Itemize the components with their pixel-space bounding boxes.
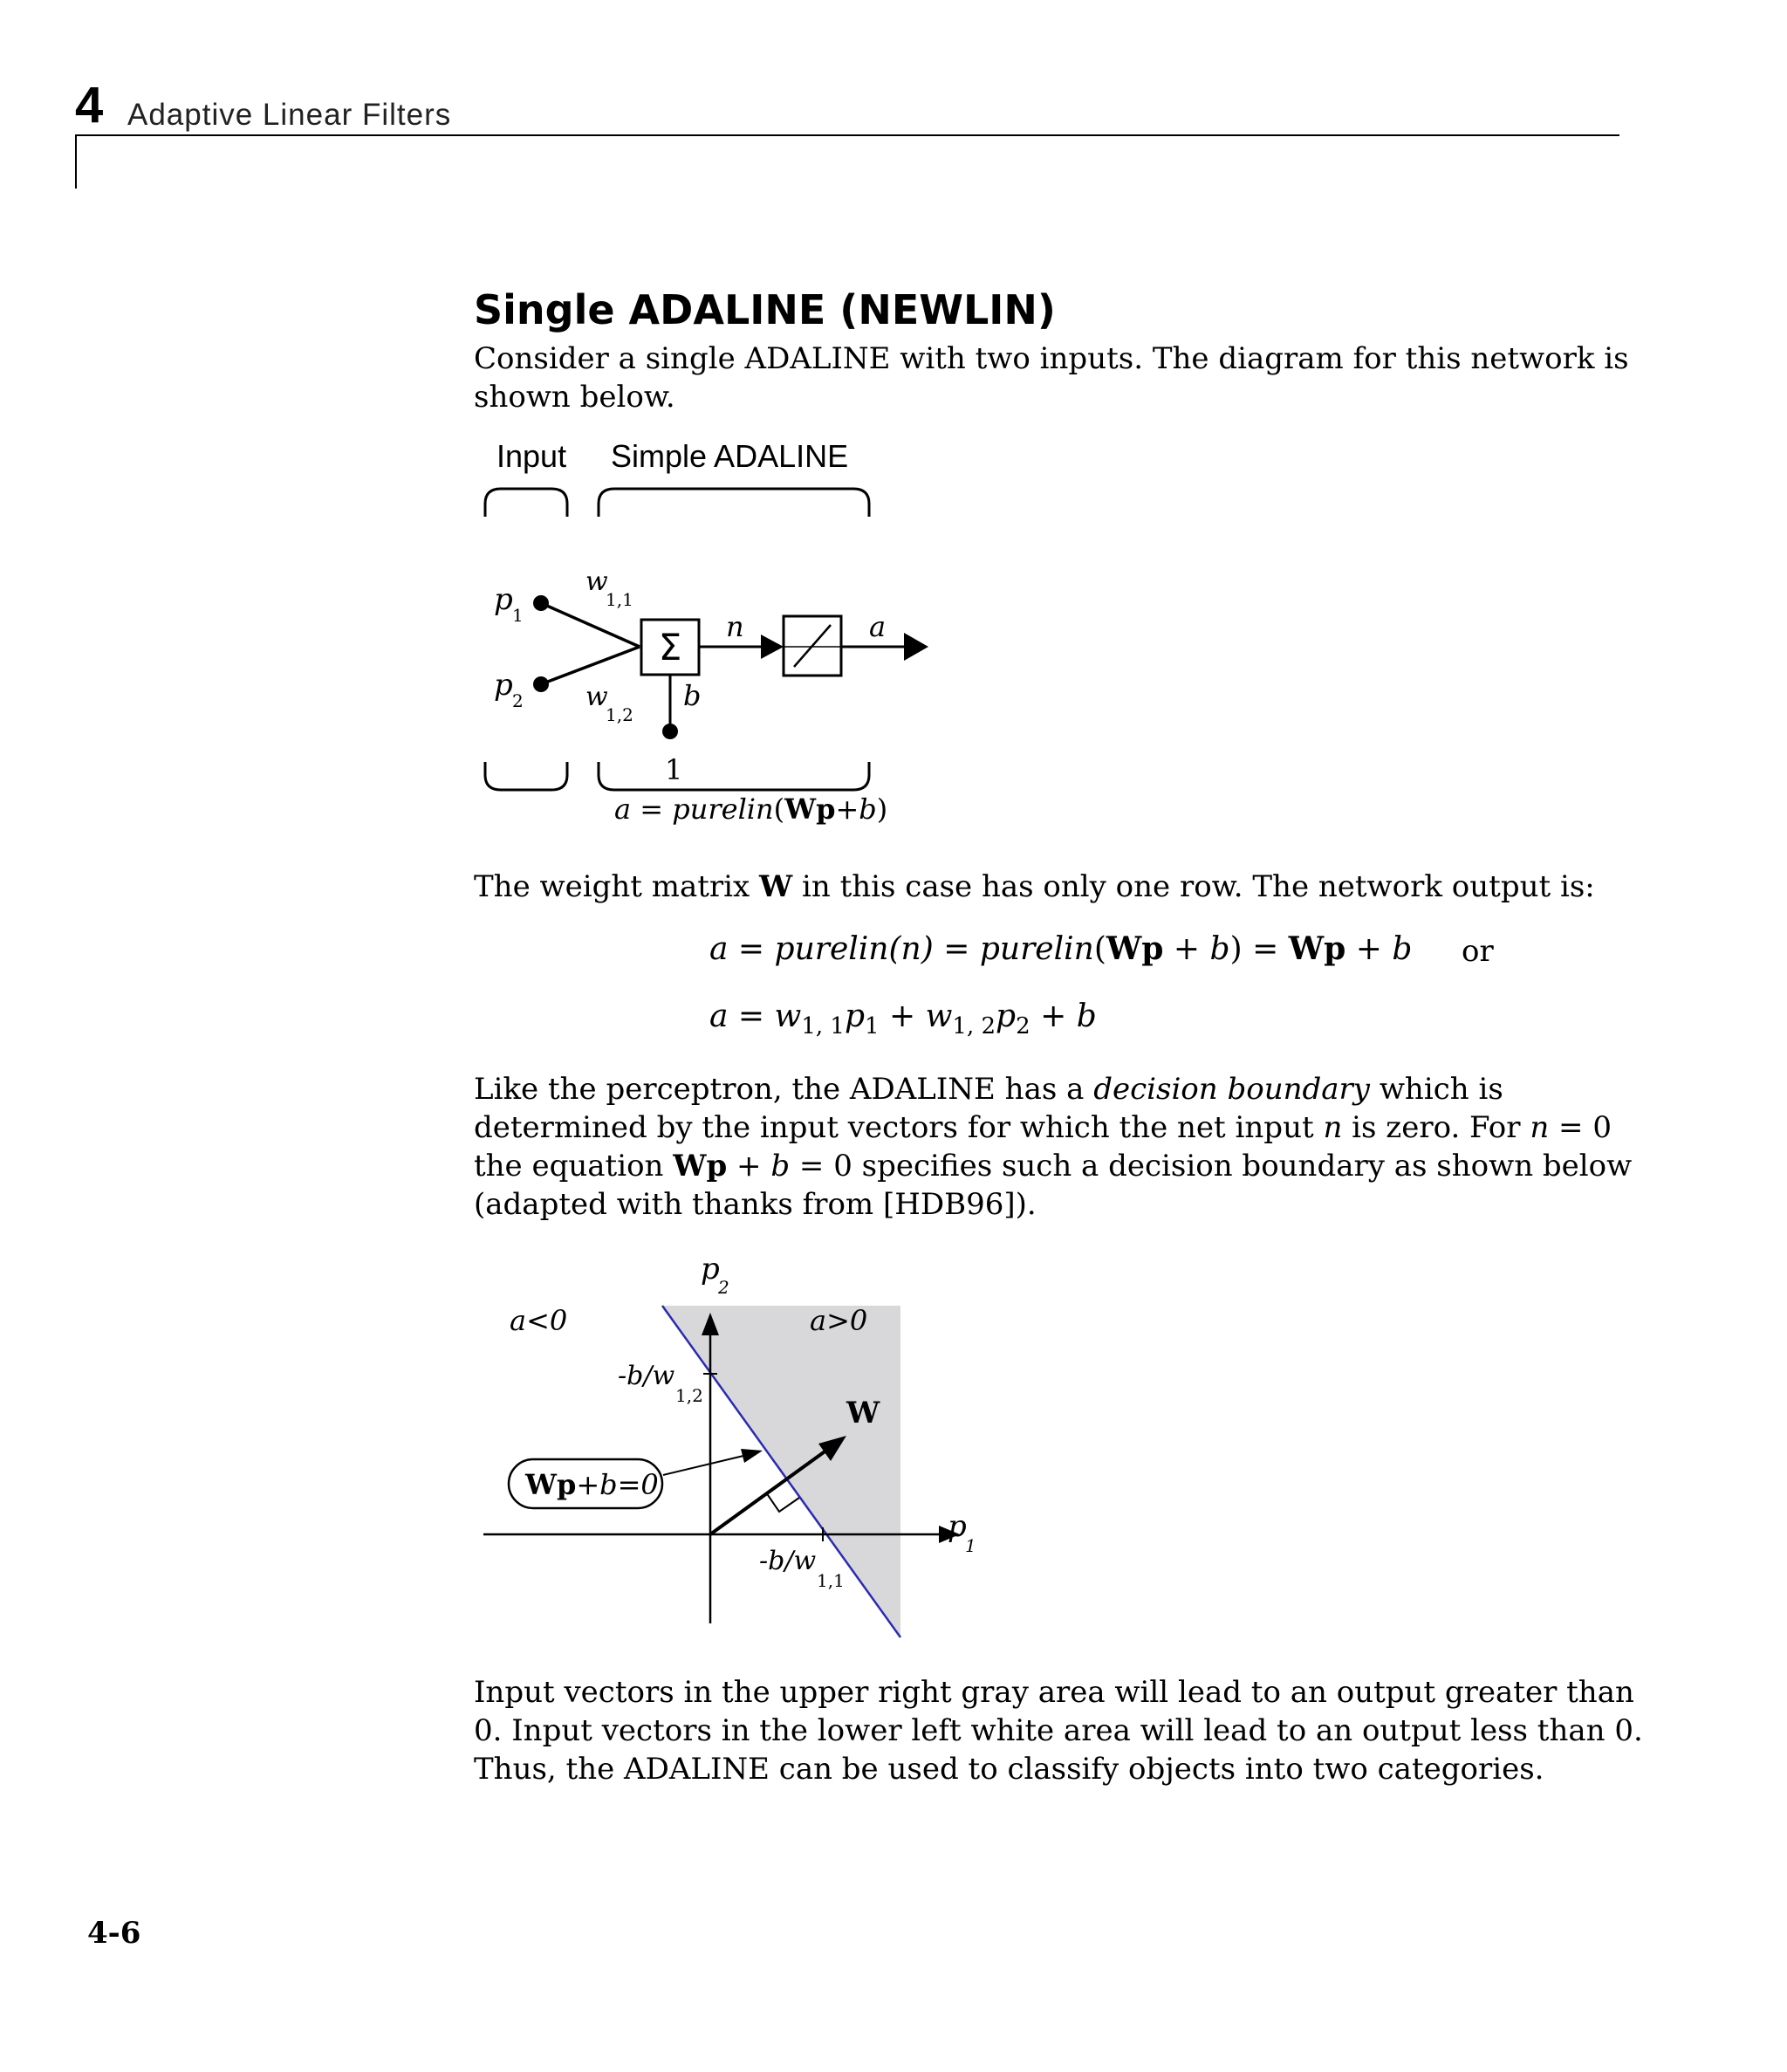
layer-brace-bottom [599,762,869,790]
page-number: 4-6 [87,1916,141,1951]
network-diagram [485,438,928,826]
layer-label: Simple ADALINE [611,438,849,474]
callout-pointer-arrowhead [741,1449,763,1463]
w12-line [541,647,640,684]
p2-axis-label: p [701,1252,720,1286]
weight-vector-label: W [846,1396,880,1431]
p1-axis-sub: 1 [965,1535,976,1556]
w12-sub: 1,2 [606,704,633,725]
boundary-line-3: the equation Wp + b = 0 specifies such a decision boundary as shown below [474,1149,1633,1184]
p2-axis-sub: 2 [718,1277,729,1298]
or-label: or [1462,934,1494,969]
p1-label: p [494,582,513,617]
y-intercept-sub: 1,2 [675,1385,703,1406]
equation-2: $a = w_{1, 1}p_1 + w_{1, 2}p_2 + b$ [709,998,1097,1040]
x-intercept-sub: 1,1 [817,1570,845,1591]
a-label: a [869,610,887,643]
input-brace-top [485,489,567,517]
p1-axis-label: p [948,1509,967,1544]
b-label: b [683,679,702,712]
input-label: Input [496,438,567,474]
conclusion-line-1: Input vectors in the upper right gray area will lead to an output greater than [474,1675,1634,1710]
negative-region-label: a<0 [510,1304,568,1337]
w12-label: w [585,682,608,712]
conclusion-line-2: 0. Input vectors in the lower left white area will lead to an output less than 0. [474,1713,1643,1748]
boundary-paragraph [474,1070,1633,1224]
conclusion-paragraph [474,1673,1643,1788]
boundary-diagram [483,1252,976,1637]
intro-line-1: Consider a single ADALINE with two inputs. The diagram for this network is [474,341,1629,376]
input-brace-bottom [485,762,567,790]
chapter-number: 4 [75,77,104,134]
callout-pointer-line [663,1456,743,1475]
chapter-title: Adaptive Linear Filters [127,98,452,132]
bias-input-label: 1 [665,753,683,786]
bias-node [662,724,678,739]
n-arrowhead [761,635,784,659]
equation-1: a = purelin(n) = purelin(Wp + b) = Wp + b or [709,930,1494,969]
p2-sub: 2 [512,690,524,711]
boundary-line-1: Like the perceptron, the ADALINE has a decision boundary which is [474,1072,1503,1107]
network-formula: a = purelin(Wp+b) [614,792,888,826]
x-intercept-label: -b/w [759,1546,817,1576]
weight-paragraph: The weight matrix W in this case has only one row. The network output is: [474,869,1595,904]
a-arrowhead [904,633,928,661]
p2-label: p [494,668,513,703]
w11-sub: 1,1 [606,589,633,610]
w11-label: w [585,566,608,597]
section-title: Single ADALINE (NEWLIN) [474,286,1056,333]
boundary-line-4: (adapted with thanks from [HDB96]). [474,1187,1037,1222]
right-angle-marker [766,1492,799,1512]
sum-symbol: Σ [658,626,682,669]
n-label: n [726,610,744,643]
intro-line-2: shown below. [474,380,675,415]
positive-region-label: a>0 [810,1304,868,1337]
layer-brace-top [599,489,869,517]
boundary-callout-text: Wp+b=0 [525,1468,659,1501]
p1-sub: 1 [512,605,524,626]
y-intercept-label: -b/w [618,1361,675,1391]
boundary-line-2: determined by the input vectors for which the net input n is zero. For n = 0 [474,1110,1612,1145]
conclusion-line-3: Thus, the ADALINE can be used to classify objects into two categories. [474,1752,1544,1787]
